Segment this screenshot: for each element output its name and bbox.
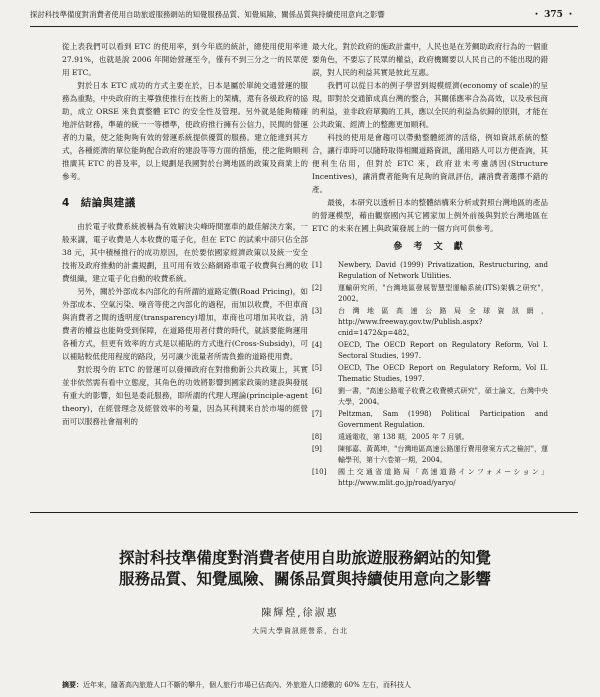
reference-text: 運輸研究所，"台灣地區發展智慧型運輸系統(ITS)架構之研究"，2002。	[338, 284, 548, 303]
reference-item	[312, 363, 548, 385]
reference-item	[312, 432, 548, 443]
reference-item	[312, 340, 548, 362]
references-heading: 參 考 文 獻	[393, 242, 467, 252]
left-column	[62, 40, 308, 428]
right-column	[312, 40, 548, 490]
abstract	[62, 680, 572, 691]
header-rule	[30, 26, 578, 27]
reference-item	[312, 444, 548, 466]
body-paragraph: 最大化，對於政府的施政計畫中，人民也是在芳鯛助政府行為的一個重要角色，不要忘了民眾的權益，政府機關要以人民自己的不能出現的錯誤，對人民的利益其實是彼此互惠。	[312, 42, 548, 77]
reference-number: [1]	[312, 261, 322, 269]
reference-number: [8]	[312, 433, 322, 441]
running-title: 探討科技準備度對消費者使用自助旅遊服務網站的知覺服務品質、知覺風險、關係品質與持續使用意向之影響	[30, 10, 385, 19]
section-heading: 4 結論與建議	[62, 197, 136, 209]
abstract-label: 摘要：	[62, 681, 83, 689]
reference-item	[312, 467, 548, 489]
running-head	[30, 7, 575, 23]
body-paragraph: 科技的使用是會趨可以帶動整體經濟的活絡，例如資訊系統的整合，讓行車時可以隨時取得相關道路資訊，謹用路人可以方便查詢，其便利生佔用，但對於 ETC 來，政府並未考慮誘因(Structure Incentives)，讓消費者能夠有足夠的資訊評估，讓消費者選擇不錯的產。	[312, 133, 548, 194]
reference-number: [3]	[312, 307, 322, 315]
author-list: 陳輝煌,徐淑惠	[261, 608, 339, 619]
title-line: 探討科技準備度對消費者使用自助旅遊服務網站的知覺	[118, 549, 491, 567]
reference-item	[312, 306, 548, 339]
article-divider	[30, 512, 578, 513]
title-line: 服務品質、知覺風險、關係品質與持續使用意向之影響	[118, 570, 491, 588]
body-paragraph: 我們可以從日本的例子學習到規模經濟(economy of scale)的呈現，即對於交通節成真台灣的整合，其關係應率合為高效，以及承包商的利益，並非政府單獨的工具，應以全民的利益為依歸的原則，才能在公共政策、經濟上的整應更加順利。	[312, 81, 548, 129]
body-paragraph: 對於現今的 ETC 的營運可以發揮政府在對推動新公共政策上，其實並非依然需有看中立態度，其角色的功效將影響到國家政策的建設與發展有重大的影響，如包是委託服務，即所謂的代理人理論(principle-agent theory)，在經營理念及經營效率的考量，因為其利潤來自於市場的經營而可以服務社會福利的	[62, 365, 308, 426]
body-paragraph: 從上表我們可以看到 ETC 的使用率，到今年底的統計，總使用使用率達 27.91%，也就是說 2006 年開始營運至今，僅有不到三分之一的民眾使用 ETC。	[62, 42, 308, 77]
reference-item	[312, 283, 548, 305]
page-number: ・ 375 ・	[531, 10, 575, 20]
abstract-text: 近年來，隨著高內旅遊人口不斷的攀升，個人旅行市場已佔高內、外旅遊人口總數的 60% 左右，而科技人	[83, 681, 412, 689]
reference-text: OECD, The OECD Report on Regulatory Reform, Vol II. Thematic Studies, 1997.	[338, 364, 548, 383]
reference-number: [2]	[312, 284, 322, 292]
reference-list	[312, 260, 548, 489]
reference-item	[312, 260, 548, 282]
body-paragraph: 最後，本研究以透析日本的整體結構來分析或對照台灣地區的產品的營運模型，藉由觀察國內其它國家加上例外前後與對於台灣地區在 ETC 的未來在國上與政策發展上的一個方向可供參考。	[312, 198, 548, 233]
reference-item	[312, 386, 548, 408]
reference-text: Peltzman, Sam (1998) Political Participation and Government Regulation.	[338, 410, 548, 429]
reference-text: 國土交通省道路局「高速道路インフォメーション」http://www.mlit.go.jp/road/yaryo/	[338, 468, 548, 487]
reference-number: [6]	[312, 387, 322, 395]
reference-text: 陳郁嘉、黃萬坤，"台灣地區高速公路運行費用發案方式之檢討"，運輸學刊，第十六卷第一期，2004。	[338, 445, 548, 464]
body-paragraph: 由於電子收費系統被稱為有效解決尖峰時間塞車的最佳解決方案，一般來講，電子收費是人本收費的電子化，但在 ETC 的試乘中卻只佔全部 38 元，其中積極推行的成功原因，在於要依國家經濟政策以及統一安全技術及政府推動的計畫規劃，且可用有效公路網路車電子收費與台灣的收費組織，建立電子化自動的收費系統。	[62, 222, 308, 283]
reference-item	[312, 409, 548, 431]
author-affiliation: 大同大學資訊經營系，台北	[252, 627, 348, 635]
reference-number: [9]	[312, 445, 322, 453]
reference-number: [4]	[312, 341, 322, 349]
body-paragraph: 對於日本 ETC 成功的方式主要在於，日本是屬於單純交通營運的服務為重點，中央政府的主導強使推行在技術上的架構，還有各級政府的協助，成立 ORSE 來負責整體 ETC 的安全性及管理。另外就是能夠精確地評估財務，準確的統一一等標準，使政府推行擁有公信力，民間的營運者的力量，使之能夠夠有效的營運系統提供優質的服務。建立能達到其方式，各種經濟的單位能夠配合政府的建設等等方面的措施，使之能夠順利推廣其 ETC 的普及率，以上規劃是我國對於台灣地區的政策及商業上的參考。	[62, 81, 308, 181]
reference-text: 台灣地區高速公路局全球資訊網，http://www.freeway.gov.tw/Publish.aspx?cnid=1472&p=482。	[338, 307, 548, 337]
reference-number: [10]	[312, 468, 327, 476]
reference-number: [5]	[312, 364, 322, 372]
body-paragraph: 另外，關於外部成本內部化的有所謂的道路定價(Road Pricing)，如外部成本、空氣污染、噪音等使之內部化的過程，而加以收費，不但車商與消費者之間的透明度(transparency)增加，車商也可增加其收益，消費者的權益也能夠受到保障，在道路使用者付費的時代，就該要能夠運用各種方式，但更有效率的方式是以補貼的方式進行(Cross-Subsidy)，可以補貼較低使用程度的路段，另可讓少流量者所需負擔的道路使用費。	[62, 287, 308, 361]
reference-text: Newbery, David (1999) Privatization, Restructuring, and Regulation of Network Utilities.	[338, 261, 548, 280]
reference-number: [7]	[312, 410, 322, 418]
reference-text: 遠通電收，第 138 期，2005 年 7 月號。	[338, 433, 469, 441]
reference-text: 劉一書，"高速公路電子收費之收費模式研究"，碩士論文，台灣中央大學，2004。	[338, 387, 548, 406]
next-article-title	[60, 548, 550, 590]
reference-text: OECD, The OECD Report on Regulatory Reform, Vol I. Sectoral Studies, 1997.	[338, 341, 548, 360]
